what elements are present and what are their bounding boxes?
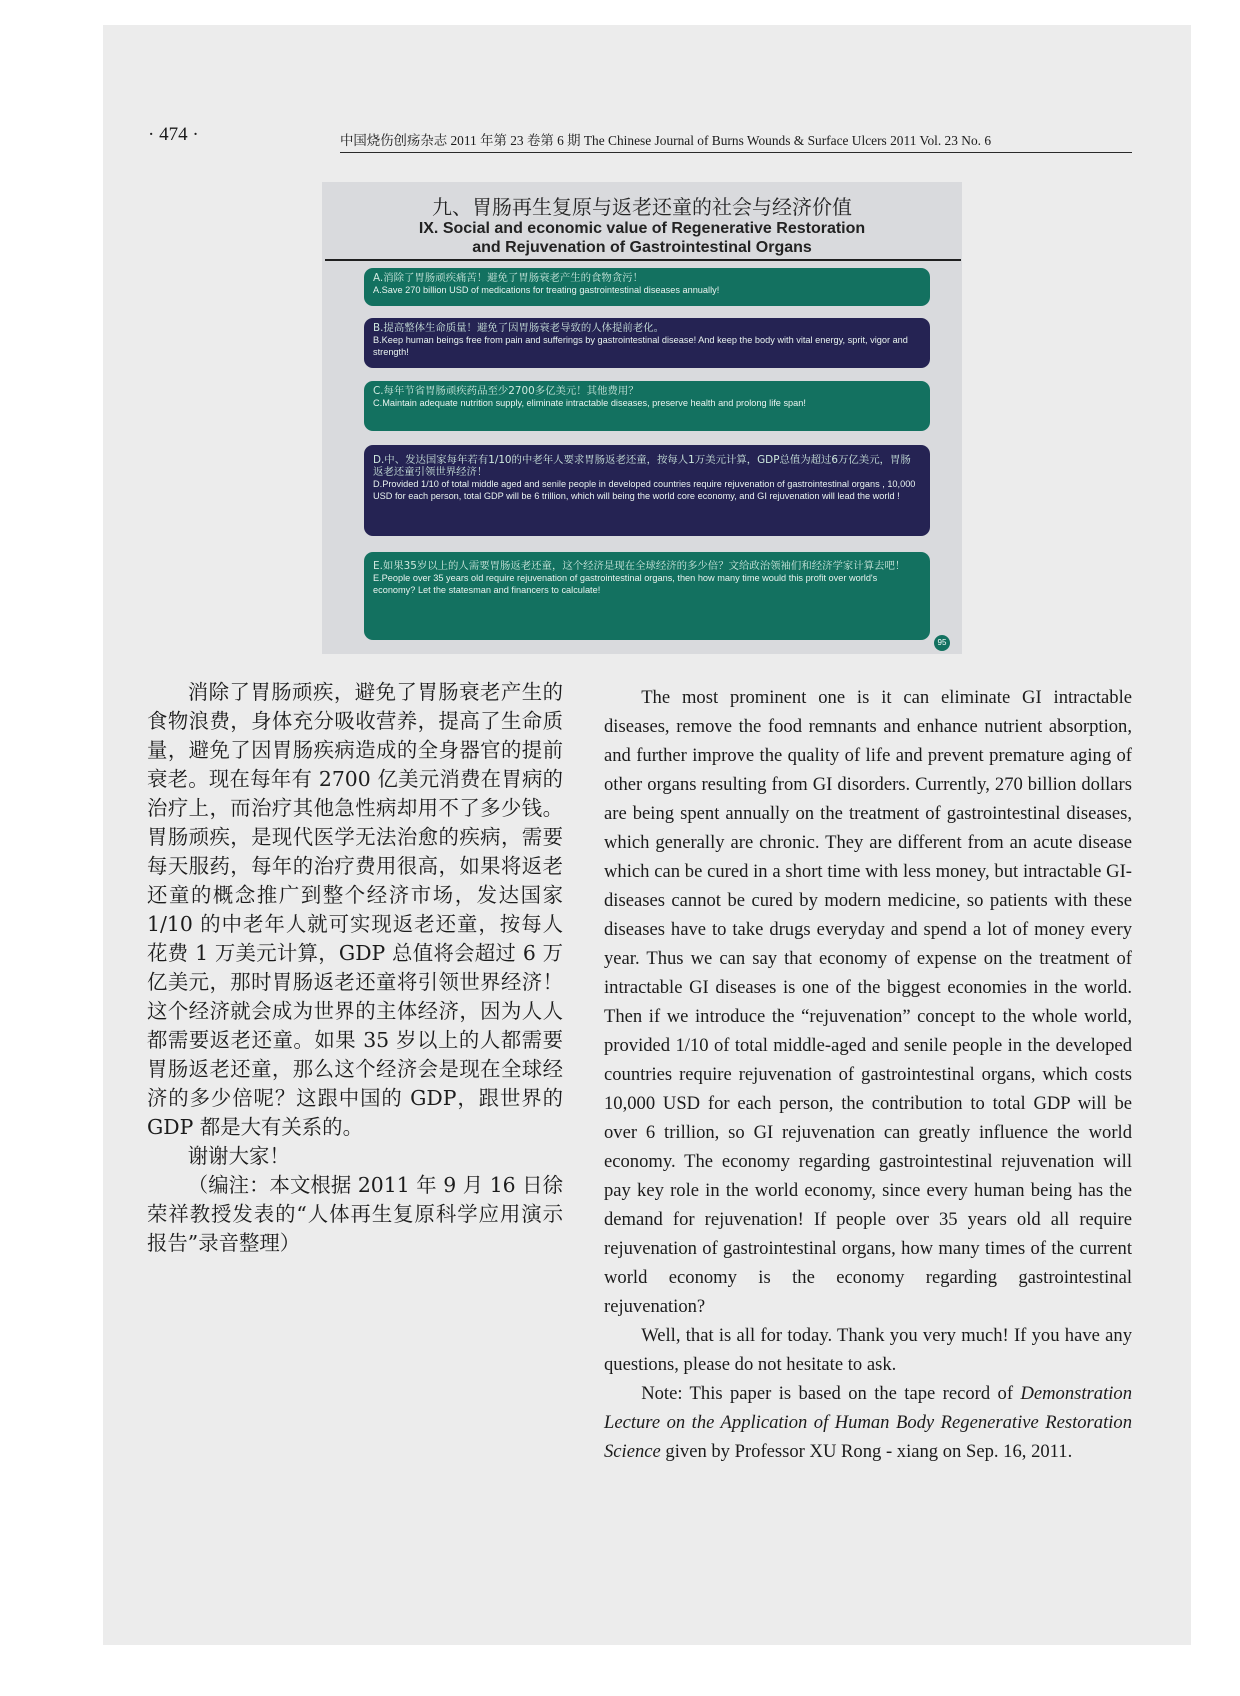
slide-box-b-cn: B.提高整体生命质量！避免了因胃肠衰老导致的人体提前老化。 [373,322,664,334]
right-paragraph-closing: Well, that is all for today. Thank you very much! If you have any questions, please do not hesitate to ask. [604,1325,1132,1375]
slide-box-d-cn: D.中、发达国家每年若有1/10的中老年人要求胃肠返老还童，按每人1万美元计算，GDP总值为超过6万亿美元，胃肠返老还童引领世界经济！ [373,454,911,478]
slide-title-rule [325,259,961,261]
running-head: 中国烧伤创疡杂志 2011 年第 23 卷第 6 期 The Chinese Journal of Burns Wounds & Surface Ulcers 2011 Vol. 23 No. 6 [340,130,1132,153]
left-column-chinese [147,678,563,1258]
slide-title-en [322,219,962,257]
page-number: · 474 · [148,124,199,145]
slide-box-d [364,445,930,536]
right-paragraph-1: The most prominent one is it can eliminate GI intractable diseases, remove the food remnants and enhance nutrient absorption, and further improve the quality of life and prevent premature aging of other organs resulting from GI disorders. Currently, 270 billion dollars are being spent annually on the treatment of gastrointestinal diseases, which generally are chronic. They are different from an acute disease which can be cured in a short time with less money, but intractable GI-diseases cannot be cured by modern medicine, so patients with these diseases have to take drugs everyday and spend a lot of money every year. Thus we can say that economy of expense on the treatment of intractable GI diseases is one of the biggest economies in the world. Then if we introduce the “rejuvenation” concept to the whole world, provided 1/10 of total middle-aged and senile people in the developed countries require rejuvenation of gastrointestinal organs, which costs 10,000 USD for each person, the contribution to total GDP will be over 6 trillion, so GI rejuvenation can greatly influence the world economy. The economy regarding gastrointestinal rejuvenation will pay key role in the world economy, since every human being has the demand for rejuvenation! If people over 35 years old all require rejuvenation of gastrointestinal organs, how many times of the current world economy is the economy regarding gastrointestinal rejuvenation? [604,687,1132,1317]
note-prefix: Note: This paper is based on the tape record of [641,1383,1021,1404]
slide-box-d-en: D.Provided 1/10 of total middle aged and senile people in developed countries require rejuvenation of gastrointestinal organs , 10,000 USD for each person, total GDP will be 6 trillion, which will being the world core economy, and GI rejuvenation will lead the world ! [373,479,916,501]
slide-box-b [364,318,930,368]
slide-box-e-cn: E.如果35岁以上的人需要胃肠返老还童，这个经济是现在全球经济的多少倍？文给政治领袖们和经济学家计算去吧！ [373,560,906,572]
slide-box-a-en: A.Save 270 billion USD of medications for treating gastrointestinal diseases annually! [373,285,720,295]
slide-box-c-cn: C.每年节省胃肠顽疾药品至少2700多亿美元！其他费用？ [373,385,639,397]
slide-box-a-cn: A.消除了胃肠顽疾痛苦！避免了胃肠衰老产生的食物贪污！ [373,272,643,284]
slide-box-a [364,268,930,306]
note-suffix: given by Professor XU Rong - xiang on Sep. 16, 2011. [660,1441,1073,1462]
slide-number-badge: 95 [934,635,950,651]
slide-box-c-en: C.Maintain adequate nutrition supply, eliminate intractable diseases, preserve health and prolong life span! [373,398,806,408]
slide-title-cn: 九、胃肠再生复原与返老还童的社会与经济价值 [432,195,852,219]
slide-title-en-line1: IX. Social and economic value of Regenerative Restoration [418,220,866,237]
slide-box-e [364,552,930,640]
slide-title-en-line2: and Rejuvenation of Gastrointestinal Organs [472,239,812,256]
right-paragraph-note [604,1379,1132,1466]
slide-box-b-en: B.Keep human beings free from pain and sufferings by gastrointestinal disease! And keep the body with vital energy, sprit, vigor and strength! [373,335,908,357]
slide-figure [322,182,962,654]
note-lecture-title: Demonstration Lecture on the Application of Human Body Regenerative Restoration Science [604,1383,1132,1462]
slide-box-e-en: E.People over 35 years old require rejuvenation of gastrointestinal organs, then how many time would this profit over world's economy? Let the statesman and financers to calculate! [373,573,878,595]
left-paragraph-editor-note: （编注：本文根据 2011 年 9 月 16 日徐荣祥教授发表的“人体再生复原科学应用演示报告”录音整理） [147,1173,563,1255]
right-column-english [604,683,1132,1466]
slide-box-c [364,381,930,431]
left-paragraph-thanks: 谢谢大家！ [187,1144,290,1168]
left-paragraph-1: 消除了胃肠顽疾，避免了胃肠衰老产生的食物浪费，身体充分吸收营养，提高了生命质量，避免了因胃肠疾病造成的全身器官的提前衰老。现在每年有 2700 亿美元消费在胃病的治疗上，而治疗其他急性病却用不了多少钱。胃肠顽疾，是现代医学无法治愈的疾病，需要每天服药，每年的治疗费用很高，如果将返老还童的概念推广到整个经济市场，发达国家 1/10 的中老年人就可实现返老还童，按每人花费 1 万美元计算，GDP 总值将会超过 6 万亿美元，那时胃肠返老还童将引领世界经济！这个经济就会成为世界的主体经济，因为人人都需要返老还童。如果 35 岁以上的人都需要胃肠返老还童，那么这个经济会是现在全球经济的多少倍呢？这跟中国的 GDP，跟世界的 GDP 都是大有关系的。 [147,680,563,1139]
